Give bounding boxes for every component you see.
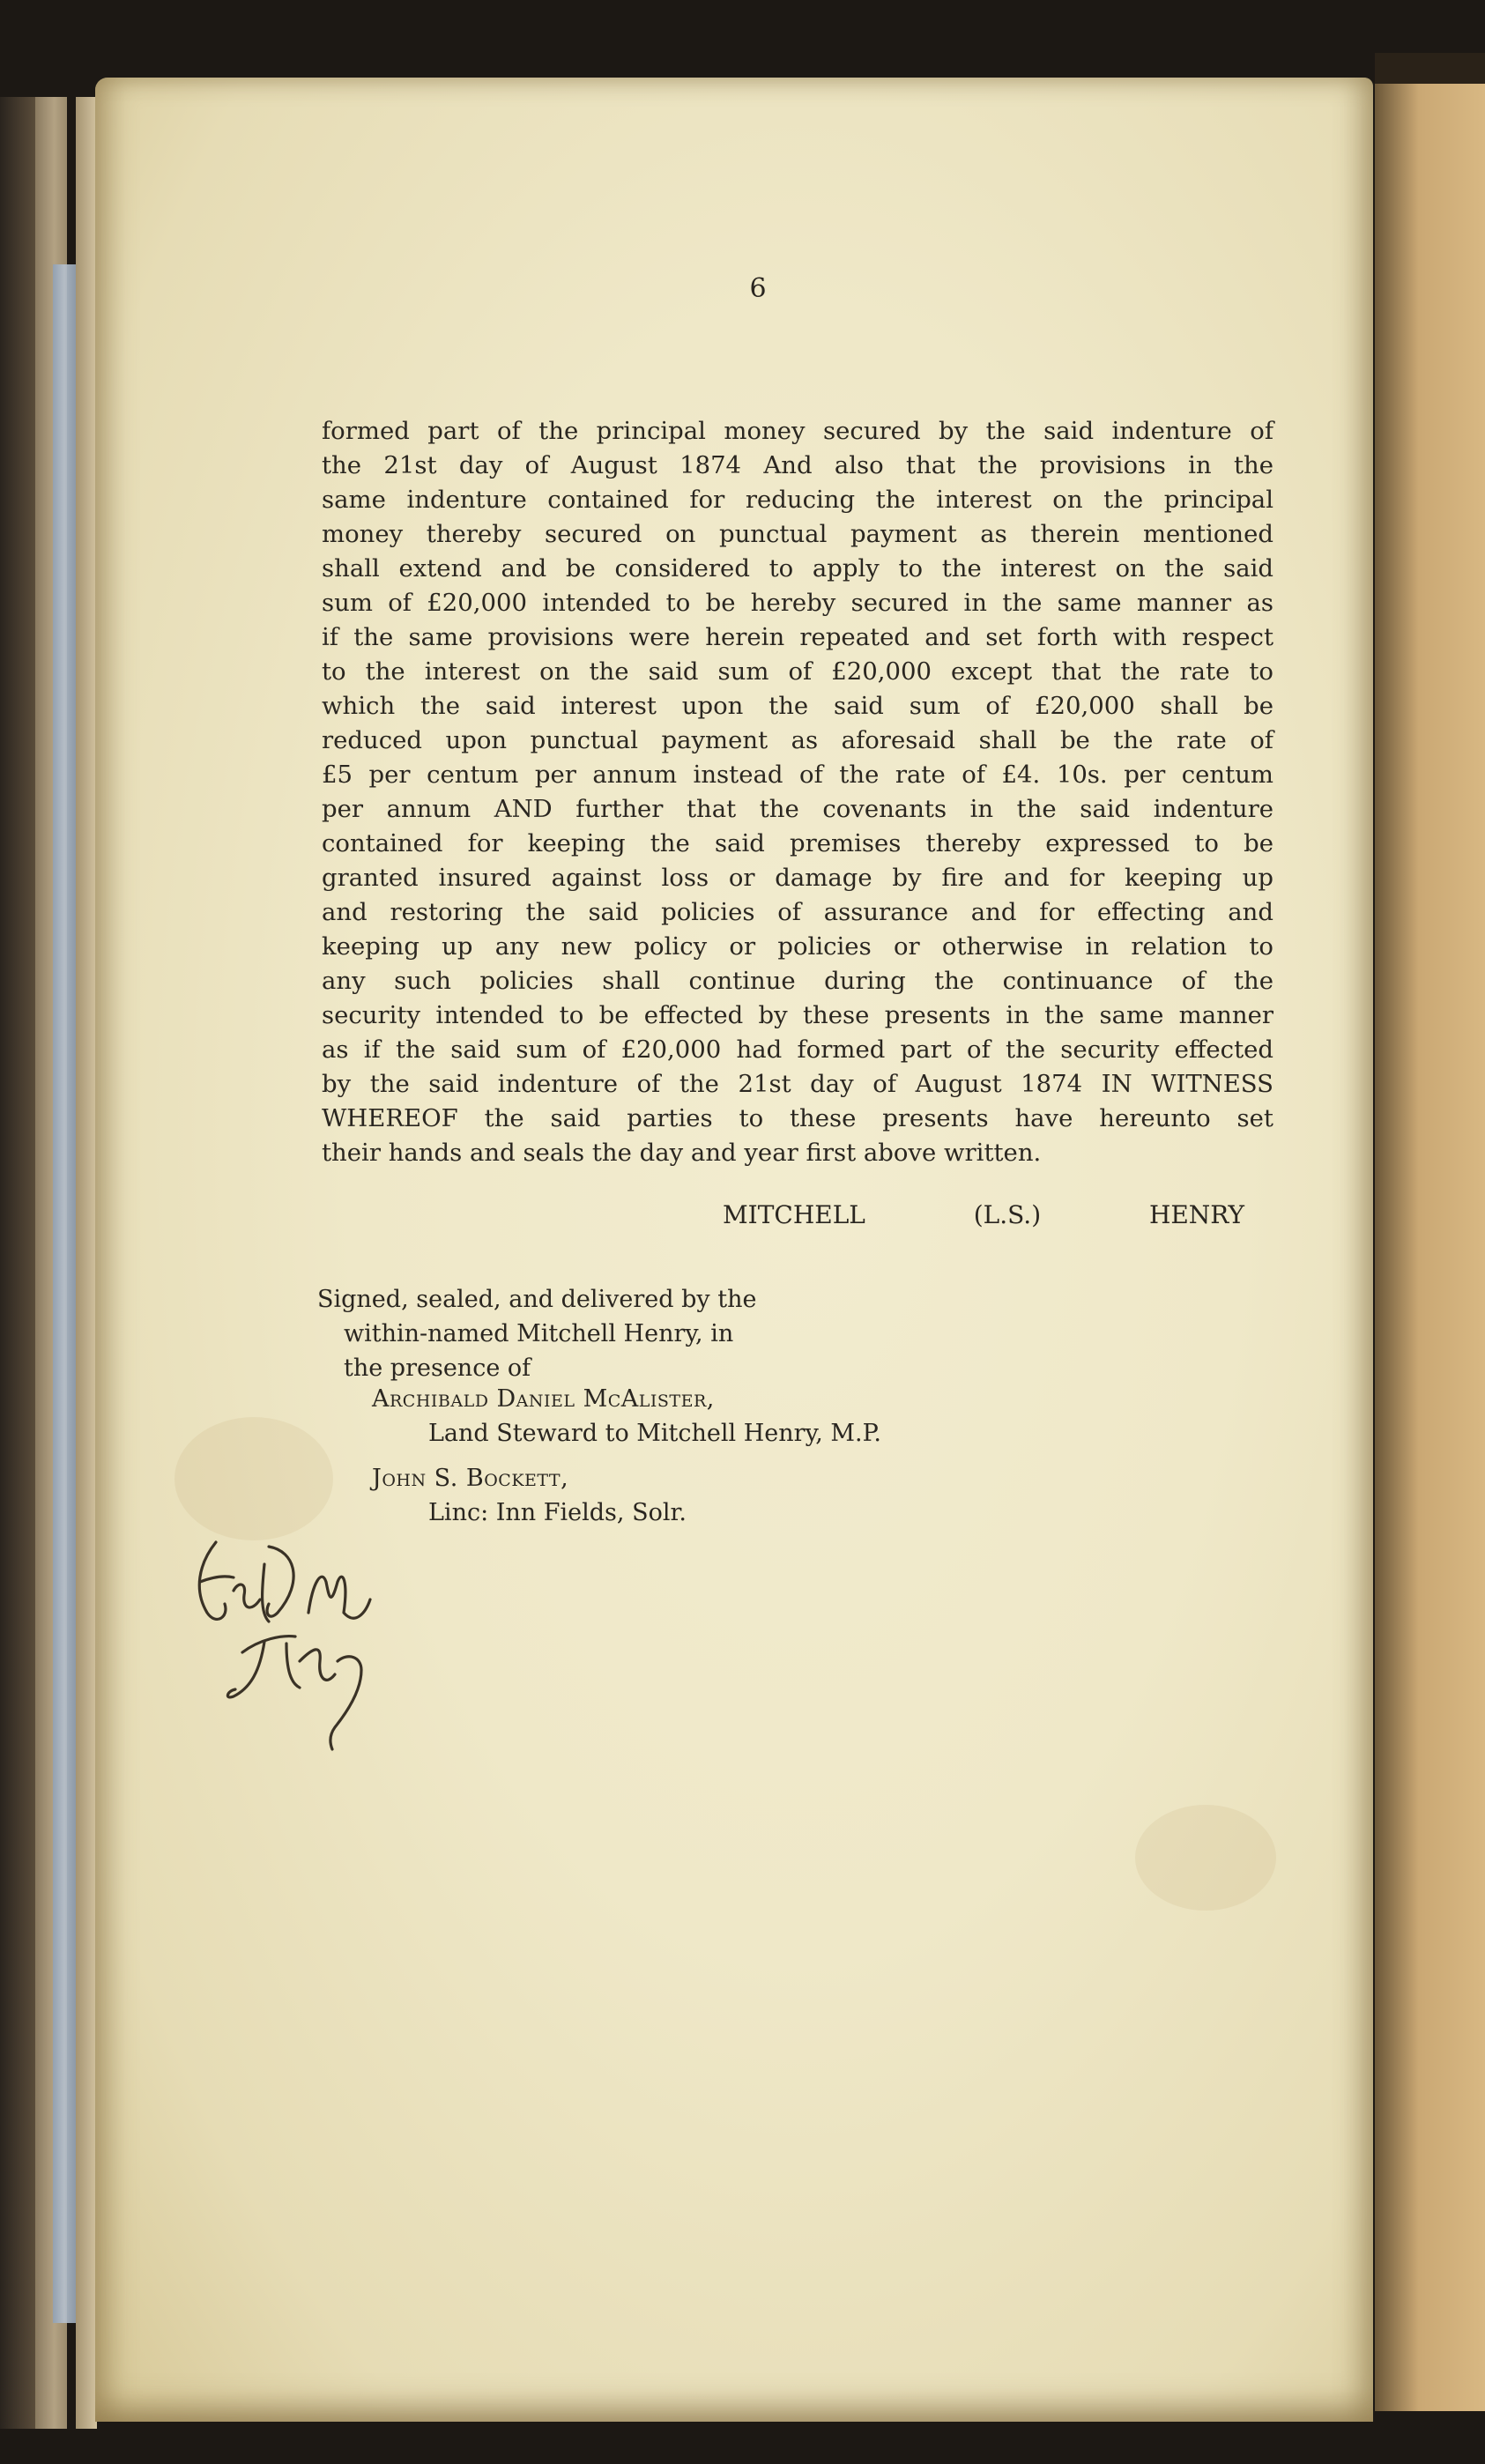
witness-block (372, 1382, 881, 1451)
signature-last-name: HENRY (1148, 1200, 1244, 1229)
attestation-line: the presence of (344, 1354, 531, 1382)
handwritten-initials (181, 1529, 392, 1758)
paper-stain (1135, 1805, 1276, 1911)
book-edge-blue-sheet (53, 264, 76, 2323)
signature-line (723, 1200, 1244, 1229)
attestation-clause (317, 1282, 756, 1385)
body-text-line: money thereby secured on punctual payment as therein mentioned (322, 520, 1273, 548)
witness-description: Linc: Inn Fields, Solr. (428, 1499, 687, 1526)
body-text-line: if the same provisions were herein repeated and set forth with respect (322, 623, 1273, 651)
body-text-line: the 21st day of August 1874 And also that the provisions in the (322, 451, 1273, 479)
page-number: 6 (749, 273, 767, 304)
seal-mark: (L.S.) (973, 1200, 1042, 1229)
book-edge-pages-inner (76, 97, 97, 2429)
body-text-line: security intended to be effected by these presents in the same manner (322, 1001, 1273, 1029)
body-text-line: reduced upon punctual payment as aforesaid shall be the rate of (322, 726, 1273, 754)
body-text-line: sum of £20,000 intended to be hereby secured in the same manner as (322, 589, 1273, 617)
body-text-line: shall extend and be considered to apply to the interest on the said (322, 554, 1273, 583)
body-text-line: which the said interest upon the said sum of £20,000 shall be (322, 692, 1273, 720)
body-text-line: their hands and seals the day and year first above written. (322, 1139, 1042, 1167)
body-text-line: contained for keeping the said premises thereby expressed to be (322, 829, 1273, 857)
paper-stain (174, 1417, 333, 1540)
right-binding-band (1375, 53, 1485, 88)
attestation-line: within-named Mitchell Henry, in (344, 1320, 734, 1347)
body-text-line: £5 per centum per annum instead of the rate of £4. 10s. per centum (322, 761, 1273, 789)
body-text-line: as if the said sum of £20,000 had formed part of the security effected (322, 1035, 1273, 1064)
deed-body-text (322, 414, 1273, 1170)
witness-block (372, 1461, 687, 1530)
body-text-line: and restoring the said policies of assurance and for effecting and (322, 898, 1273, 926)
body-text-line: any such policies shall continue during the continuance of the (322, 967, 1273, 995)
body-text-line: keeping up any new policy or policies or otherwise in relation to (322, 932, 1273, 961)
body-text-line: per annum AND further that the covenants in the said indenture (322, 795, 1273, 823)
book-edge-dark (0, 97, 35, 2429)
witness-description: Land Steward to Mitchell Henry, M.P. (428, 1420, 881, 1447)
body-text-line: formed part of the principal money secured by the said indenture of (322, 417, 1273, 445)
body-text-line: granted insured against loss or damage by fire and for keeping up (322, 864, 1273, 892)
adjacent-page-edge (1375, 84, 1485, 2411)
witness-name: John S. Bockett, (372, 1465, 569, 1492)
attestation-line: Signed, sealed, and delivered by the (317, 1286, 757, 1313)
body-text-line: same indenture contained for reducing the interest on the principal (322, 486, 1273, 514)
body-text-line: to the interest on the said sum of £20,000 except that the rate to (322, 657, 1273, 686)
body-text-line: WHEREOF the said parties to these presents have hereunto set (322, 1104, 1273, 1132)
signature-first-name: MITCHELL (723, 1200, 865, 1229)
body-text-line: by the said indenture of the 21st day of August 1874 IN WITNESS (322, 1070, 1273, 1098)
witness-name: Archibald Daniel McAlister, (372, 1385, 715, 1413)
